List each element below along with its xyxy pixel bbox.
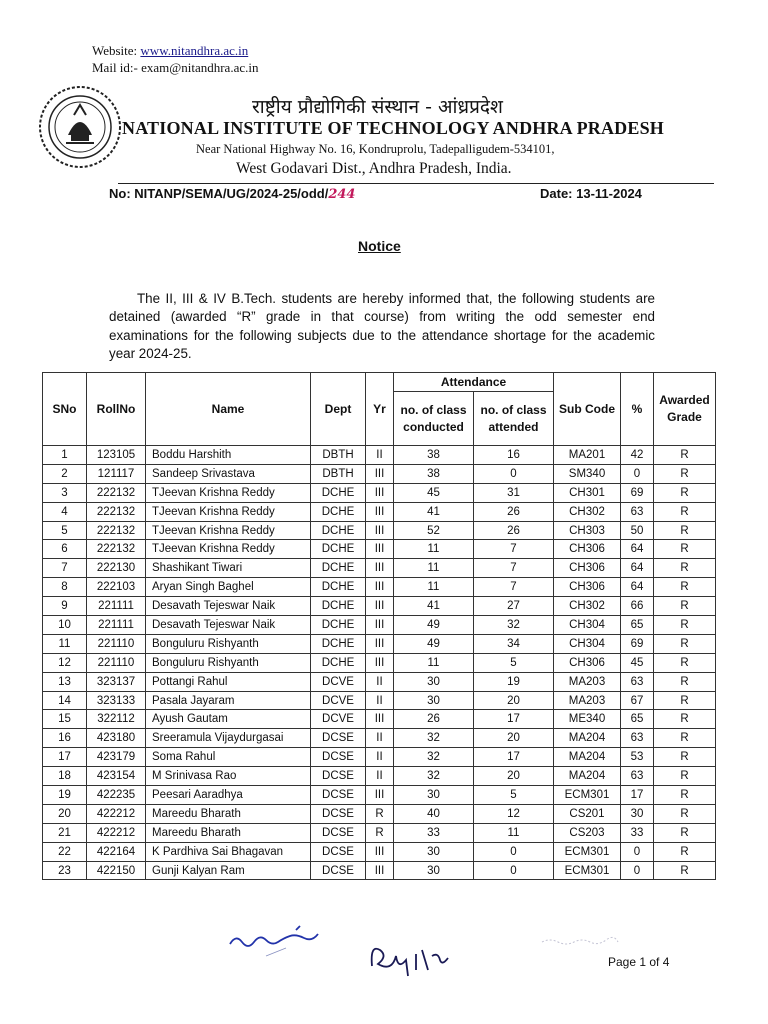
cell-rollno: 323133	[87, 691, 146, 710]
detained-students-table	[42, 372, 716, 880]
cell-yr: III	[366, 842, 394, 861]
header-rollno: RollNo	[87, 373, 146, 446]
cell-dept: DCHE	[311, 559, 366, 578]
table-row	[43, 653, 716, 672]
cell-percent: 66	[621, 597, 654, 616]
cell-attended: 20	[474, 767, 554, 786]
cell-subcode: MA204	[554, 767, 621, 786]
cell-conducted: 32	[394, 729, 474, 748]
cell-rollno: 222130	[87, 559, 146, 578]
cell-name: TJeevan Krishna Reddy	[146, 540, 311, 559]
cell-dept: DCVE	[311, 691, 366, 710]
cell-percent: 69	[621, 483, 654, 502]
cell-name: K Pardhiva Sai Bhagavan	[146, 842, 311, 861]
cell-conducted: 40	[394, 804, 474, 823]
cell-yr: III	[366, 502, 394, 521]
cell-sno: 11	[43, 634, 87, 653]
cell-percent: 64	[621, 559, 654, 578]
signature-1	[226, 922, 336, 962]
notice-title: Notice	[358, 238, 401, 254]
cell-yr: III	[366, 483, 394, 502]
cell-subcode: MA204	[554, 729, 621, 748]
cell-grade: R	[654, 842, 716, 861]
cell-sno: 21	[43, 823, 87, 842]
cell-conducted: 49	[394, 616, 474, 635]
cell-grade: R	[654, 767, 716, 786]
cell-grade: R	[654, 597, 716, 616]
cell-yr: III	[366, 786, 394, 805]
cell-rollno: 221110	[87, 653, 146, 672]
cell-subcode: CH304	[554, 616, 621, 635]
cell-conducted: 38	[394, 464, 474, 483]
cell-attended: 26	[474, 502, 554, 521]
website-label: Website:	[92, 43, 138, 58]
cell-sno: 2	[43, 464, 87, 483]
cell-percent: 64	[621, 540, 654, 559]
table-row	[43, 540, 716, 559]
cell-percent: 30	[621, 804, 654, 823]
cell-rollno: 221111	[87, 597, 146, 616]
cell-rollno: 222132	[87, 483, 146, 502]
header-attended: no. of class attended	[474, 392, 554, 446]
table-row	[43, 786, 716, 805]
cell-yr: III	[366, 616, 394, 635]
cell-attended: 7	[474, 578, 554, 597]
cell-rollno: 423179	[87, 748, 146, 767]
cell-sno: 8	[43, 578, 87, 597]
cell-attended: 5	[474, 653, 554, 672]
cell-name: Peesari Aaradhya	[146, 786, 311, 805]
cell-subcode: CH306	[554, 578, 621, 597]
cell-name: Aryan Singh Baghel	[146, 578, 311, 597]
cell-rollno: 423154	[87, 767, 146, 786]
cell-rollno: 222132	[87, 521, 146, 540]
cell-conducted: 30	[394, 786, 474, 805]
cell-rollno: 422235	[87, 786, 146, 805]
cell-attended: 0	[474, 861, 554, 880]
cell-subcode: CH301	[554, 483, 621, 502]
cell-rollno: 221110	[87, 634, 146, 653]
cell-conducted: 11	[394, 559, 474, 578]
header-sno: SNo	[43, 373, 87, 446]
cell-rollno: 423180	[87, 729, 146, 748]
cell-dept: DCSE	[311, 786, 366, 805]
cell-grade: R	[654, 861, 716, 880]
cell-rollno: 422150	[87, 861, 146, 880]
cell-name: Desavath Tejeswar Naik	[146, 597, 311, 616]
table-row	[43, 767, 716, 786]
cell-yr: III	[366, 559, 394, 578]
cell-conducted: 32	[394, 767, 474, 786]
cell-sno: 13	[43, 672, 87, 691]
cell-sno: 17	[43, 748, 87, 767]
header-attendance: Attendance	[394, 373, 554, 392]
cell-conducted: 45	[394, 483, 474, 502]
cell-attended: 20	[474, 729, 554, 748]
header-yr: Yr	[366, 373, 394, 446]
header-divider	[118, 183, 714, 184]
table-row	[43, 464, 716, 483]
cell-grade: R	[654, 804, 716, 823]
cell-rollno: 222132	[87, 502, 146, 521]
cell-name: Boddu Harshith	[146, 446, 311, 465]
table-row	[43, 521, 716, 540]
table-row	[43, 578, 716, 597]
cell-dept: DCSE	[311, 729, 366, 748]
cell-attended: 32	[474, 616, 554, 635]
cell-attended: 12	[474, 804, 554, 823]
cell-percent: 0	[621, 861, 654, 880]
cell-attended: 20	[474, 691, 554, 710]
cell-yr: III	[366, 597, 394, 616]
cell-name: TJeevan Krishna Reddy	[146, 502, 311, 521]
institute-logo-icon	[38, 85, 122, 169]
cell-attended: 26	[474, 521, 554, 540]
header-subcode: Sub Code	[554, 373, 621, 446]
cell-dept: DCVE	[311, 710, 366, 729]
cell-dept: DCHE	[311, 597, 366, 616]
cell-dept: DCSE	[311, 767, 366, 786]
cell-name: M Srinivasa Rao	[146, 767, 311, 786]
cell-dept: DCHE	[311, 502, 366, 521]
cell-attended: 31	[474, 483, 554, 502]
cell-grade: R	[654, 578, 716, 597]
cell-name: Mareedu Bharath	[146, 804, 311, 823]
table-row	[43, 748, 716, 767]
cell-grade: R	[654, 710, 716, 729]
cell-name: Ayush Gautam	[146, 710, 311, 729]
cell-yr: III	[366, 634, 394, 653]
cell-yr: III	[366, 521, 394, 540]
cell-dept: DCHE	[311, 540, 366, 559]
header-name: Name	[146, 373, 311, 446]
cell-attended: 34	[474, 634, 554, 653]
notice-date: Date: 13-11-2024	[540, 186, 642, 201]
cell-attended: 11	[474, 823, 554, 842]
table-row	[43, 804, 716, 823]
cell-conducted: 30	[394, 842, 474, 861]
cell-grade: R	[654, 672, 716, 691]
cell-percent: 67	[621, 691, 654, 710]
cell-rollno: 221111	[87, 616, 146, 635]
cell-name: Pottangi Rahul	[146, 672, 311, 691]
notice-body: The II, III & IV B.Tech. students are hereby informed that, the following students are detained (awarded “R” grade in that course) from writing the odd semester end examinations for the following subjects due to the attendance shortage for the academic year 2024-25.	[109, 291, 655, 361]
cell-name: Sandeep Srivastava	[146, 464, 311, 483]
cell-dept: DCVE	[311, 672, 366, 691]
cell-percent: 0	[621, 464, 654, 483]
table-body	[43, 446, 716, 880]
cell-sno: 5	[43, 521, 87, 540]
cell-conducted: 41	[394, 597, 474, 616]
cell-grade: R	[654, 786, 716, 805]
cell-percent: 33	[621, 823, 654, 842]
cell-rollno: 222103	[87, 578, 146, 597]
cell-percent: 63	[621, 767, 654, 786]
cell-dept: DCHE	[311, 634, 366, 653]
cell-sno: 14	[43, 691, 87, 710]
cell-conducted: 52	[394, 521, 474, 540]
cell-name: Bonguluru Rishyanth	[146, 634, 311, 653]
cell-conducted: 11	[394, 540, 474, 559]
cell-attended: 7	[474, 540, 554, 559]
cell-dept: DBTH	[311, 446, 366, 465]
header-percent: %	[621, 373, 654, 446]
cell-dept: DCSE	[311, 748, 366, 767]
cell-grade: R	[654, 691, 716, 710]
cell-rollno: 322112	[87, 710, 146, 729]
website-line	[92, 43, 248, 59]
cell-grade: R	[654, 748, 716, 767]
cell-subcode: CH302	[554, 597, 621, 616]
cell-name: Soma Rahul	[146, 748, 311, 767]
cell-subcode: ECM301	[554, 786, 621, 805]
cell-rollno: 422212	[87, 823, 146, 842]
page-number: Page 1 of 4	[608, 955, 670, 969]
cell-rollno: 323137	[87, 672, 146, 691]
cell-sno: 19	[43, 786, 87, 805]
cell-percent: 53	[621, 748, 654, 767]
cell-grade: R	[654, 729, 716, 748]
address-line-1: Near National Highway No. 16, Kondruprolu, Tadepalligudem-534101,	[196, 142, 555, 156]
cell-dept: DCHE	[311, 616, 366, 635]
cell-subcode: CH306	[554, 653, 621, 672]
table-row	[43, 502, 716, 521]
cell-percent: 63	[621, 672, 654, 691]
institute-name-hindi: राष्ट्रीय प्रौद्योगिकी संस्थान - आंध्रप्रदेश	[252, 96, 503, 118]
cell-attended: 5	[474, 786, 554, 805]
table-row	[43, 483, 716, 502]
cell-attended: 7	[474, 559, 554, 578]
cell-attended: 16	[474, 446, 554, 465]
cell-name: TJeevan Krishna Reddy	[146, 483, 311, 502]
cell-grade: R	[654, 616, 716, 635]
cell-name: Desavath Tejeswar Naik	[146, 616, 311, 635]
cell-dept: DCHE	[311, 578, 366, 597]
cell-name: Sreeramula Vijaydurgasai	[146, 729, 311, 748]
cell-percent: 65	[621, 616, 654, 635]
cell-sno: 22	[43, 842, 87, 861]
table-row	[43, 729, 716, 748]
cell-sno: 20	[43, 804, 87, 823]
cell-attended: 27	[474, 597, 554, 616]
website-link[interactable]: www.nitandhra.ac.in	[140, 43, 249, 58]
address-line-2: West Godavari Dist., Andhra Pradesh, India.	[236, 160, 512, 177]
cell-conducted: 30	[394, 672, 474, 691]
cell-conducted: 33	[394, 823, 474, 842]
cell-percent: 65	[621, 710, 654, 729]
cell-subcode: MA203	[554, 691, 621, 710]
cell-subcode: CS203	[554, 823, 621, 842]
reference-number	[109, 186, 355, 202]
cell-yr: II	[366, 691, 394, 710]
cell-yr: III	[366, 540, 394, 559]
cell-subcode: CH302	[554, 502, 621, 521]
cell-rollno: 422212	[87, 804, 146, 823]
cell-sno: 7	[43, 559, 87, 578]
cell-percent: 64	[621, 578, 654, 597]
cell-percent: 42	[621, 446, 654, 465]
cell-name: TJeevan Krishna Reddy	[146, 521, 311, 540]
cell-subcode: ECM301	[554, 861, 621, 880]
cell-conducted: 32	[394, 748, 474, 767]
cell-percent: 17	[621, 786, 654, 805]
cell-rollno: 123105	[87, 446, 146, 465]
cell-percent: 0	[621, 842, 654, 861]
cell-yr: III	[366, 464, 394, 483]
cell-sno: 1	[43, 446, 87, 465]
cell-dept: DCHE	[311, 653, 366, 672]
cell-yr: R	[366, 823, 394, 842]
cell-yr: II	[366, 748, 394, 767]
cell-subcode: CH303	[554, 521, 621, 540]
cell-dept: DBTH	[311, 464, 366, 483]
cell-yr: III	[366, 653, 394, 672]
cell-name: Pasala Jayaram	[146, 691, 311, 710]
cell-name: Mareedu Bharath	[146, 823, 311, 842]
cell-rollno: 222132	[87, 540, 146, 559]
cell-attended: 19	[474, 672, 554, 691]
cell-yr: II	[366, 729, 394, 748]
cell-grade: R	[654, 653, 716, 672]
cell-conducted: 11	[394, 578, 474, 597]
header-conducted: no. of class conducted	[394, 392, 474, 446]
table-row	[43, 823, 716, 842]
reference-handwritten-number: 244	[328, 187, 356, 202]
table-row	[43, 672, 716, 691]
cell-percent: 63	[621, 729, 654, 748]
table-row	[43, 559, 716, 578]
cell-percent: 63	[621, 502, 654, 521]
cell-yr: II	[366, 767, 394, 786]
cell-grade: R	[654, 634, 716, 653]
cell-conducted: 38	[394, 446, 474, 465]
cell-rollno: 121117	[87, 464, 146, 483]
signature-2	[366, 936, 466, 980]
cell-conducted: 41	[394, 502, 474, 521]
table-row	[43, 616, 716, 635]
cell-yr: III	[366, 710, 394, 729]
cell-conducted: 26	[394, 710, 474, 729]
table-row	[43, 861, 716, 880]
cell-grade: R	[654, 559, 716, 578]
cell-subcode: CH304	[554, 634, 621, 653]
cell-dept: DCHE	[311, 483, 366, 502]
cell-subcode: CH306	[554, 559, 621, 578]
cell-dept: DCSE	[311, 804, 366, 823]
cell-grade: R	[654, 502, 716, 521]
cell-yr: R	[366, 804, 394, 823]
cell-sno: 18	[43, 767, 87, 786]
cell-sno: 12	[43, 653, 87, 672]
table-row	[43, 691, 716, 710]
cell-dept: DCHE	[311, 521, 366, 540]
cell-sno: 10	[43, 616, 87, 635]
cell-name: Shashikant Tiwari	[146, 559, 311, 578]
cell-sno: 4	[43, 502, 87, 521]
cell-sno: 9	[43, 597, 87, 616]
cell-yr: II	[366, 672, 394, 691]
cell-sno: 6	[43, 540, 87, 559]
cell-subcode: ME340	[554, 710, 621, 729]
cell-percent: 69	[621, 634, 654, 653]
cell-yr: II	[366, 446, 394, 465]
cell-sno: 3	[43, 483, 87, 502]
cell-attended: 0	[474, 464, 554, 483]
cell-grade: R	[654, 540, 716, 559]
cell-grade: R	[654, 483, 716, 502]
cell-yr: III	[366, 578, 394, 597]
cell-attended: 17	[474, 748, 554, 767]
cell-attended: 0	[474, 842, 554, 861]
cell-subcode: CS201	[554, 804, 621, 823]
cell-dept: DCSE	[311, 842, 366, 861]
faint-stamp	[540, 934, 620, 948]
table-row	[43, 634, 716, 653]
cell-conducted: 49	[394, 634, 474, 653]
table-row	[43, 597, 716, 616]
header-dept: Dept	[311, 373, 366, 446]
cell-name: Bonguluru Rishyanth	[146, 653, 311, 672]
cell-grade: R	[654, 521, 716, 540]
cell-subcode: ECM301	[554, 842, 621, 861]
cell-name: Gunji Kalyan Ram	[146, 861, 311, 880]
table-row	[43, 446, 716, 465]
cell-dept: DCSE	[311, 823, 366, 842]
cell-yr: III	[366, 861, 394, 880]
reference-prefix: No: NITANP/SEMA/UG/2024-25/odd/	[109, 186, 329, 201]
cell-attended: 17	[474, 710, 554, 729]
cell-sno: 23	[43, 861, 87, 880]
header-grade: Awarded Grade	[654, 373, 716, 446]
cell-dept: DCSE	[311, 861, 366, 880]
cell-conducted: 30	[394, 691, 474, 710]
cell-percent: 50	[621, 521, 654, 540]
cell-sno: 15	[43, 710, 87, 729]
table-row	[43, 710, 716, 729]
cell-conducted: 30	[394, 861, 474, 880]
cell-subcode: MA201	[554, 446, 621, 465]
cell-subcode: SM340	[554, 464, 621, 483]
cell-rollno: 422164	[87, 842, 146, 861]
cell-percent: 45	[621, 653, 654, 672]
cell-grade: R	[654, 446, 716, 465]
cell-grade: R	[654, 823, 716, 842]
cell-conducted: 11	[394, 653, 474, 672]
table-row	[43, 842, 716, 861]
cell-subcode: MA204	[554, 748, 621, 767]
mail-line: Mail id:- exam@nitandhra.ac.in	[92, 60, 259, 75]
cell-subcode: CH306	[554, 540, 621, 559]
cell-sno: 16	[43, 729, 87, 748]
institute-name: NATIONAL INSTITUTE OF TECHNOLOGY ANDHRA PRADESH	[122, 118, 664, 138]
cell-subcode: MA203	[554, 672, 621, 691]
cell-grade: R	[654, 464, 716, 483]
